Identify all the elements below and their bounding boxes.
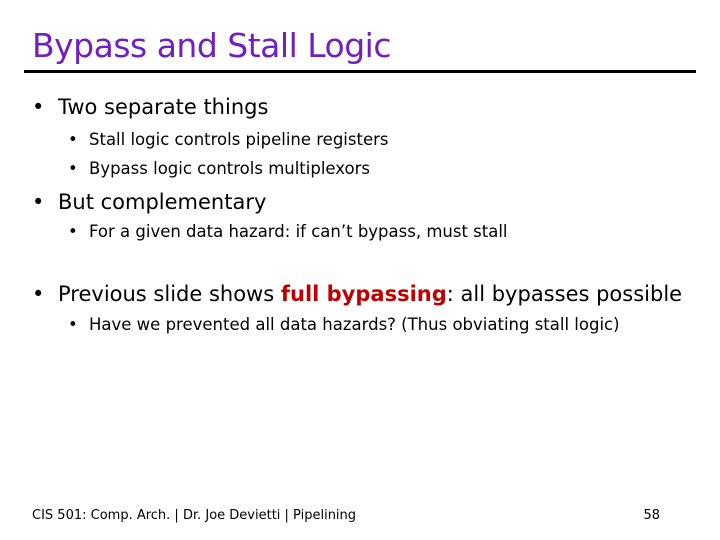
bullet-text: Two separate things <box>58 95 269 119</box>
bullet-dot-icon: • <box>68 315 78 334</box>
sub-bullet-text: Bypass logic controls multiplexors <box>89 159 371 178</box>
sub-bullet-stall-logic <box>68 128 389 152</box>
bullet-text-before: Previous slide shows <box>58 282 281 306</box>
bullet-dot-icon: • <box>32 95 45 119</box>
sub-bullet-prevented-hazards <box>68 313 620 337</box>
bullet-two-separate-things <box>32 93 268 121</box>
slide-title: Bypass and Stall Logic <box>32 26 391 65</box>
bullet-but-complementary <box>32 188 266 216</box>
title-underline <box>24 70 696 73</box>
sub-bullet-text: Stall logic controls pipeline registers <box>89 130 389 149</box>
sub-bullet-data-hazard <box>68 220 508 244</box>
bullet-previous-slide <box>32 280 682 308</box>
sub-bullet-text: Have we prevented all data hazards? (Thus obviating stall logic) <box>89 315 620 334</box>
bullet-text-after: : all bypasses possible <box>446 282 683 306</box>
sub-bullet-bypass-logic <box>68 157 370 181</box>
bullet-dot-icon: • <box>68 222 78 241</box>
slide-footer: CIS 501: Comp. Arch. | Dr. Joe Devietti | Pipelining <box>32 508 357 523</box>
bullet-text: But complementary <box>58 190 267 214</box>
sub-bullet-text: For a given data hazard: if can’t bypass, must stall <box>89 222 508 241</box>
bullet-dot-icon: • <box>68 130 78 149</box>
bullet-dot-icon: • <box>32 282 45 306</box>
bullet-dot-icon: • <box>32 190 45 214</box>
highlight-full-bypassing: full bypassing <box>280 282 447 306</box>
page-number: 58 <box>643 508 660 523</box>
bullet-dot-icon: • <box>68 159 78 178</box>
